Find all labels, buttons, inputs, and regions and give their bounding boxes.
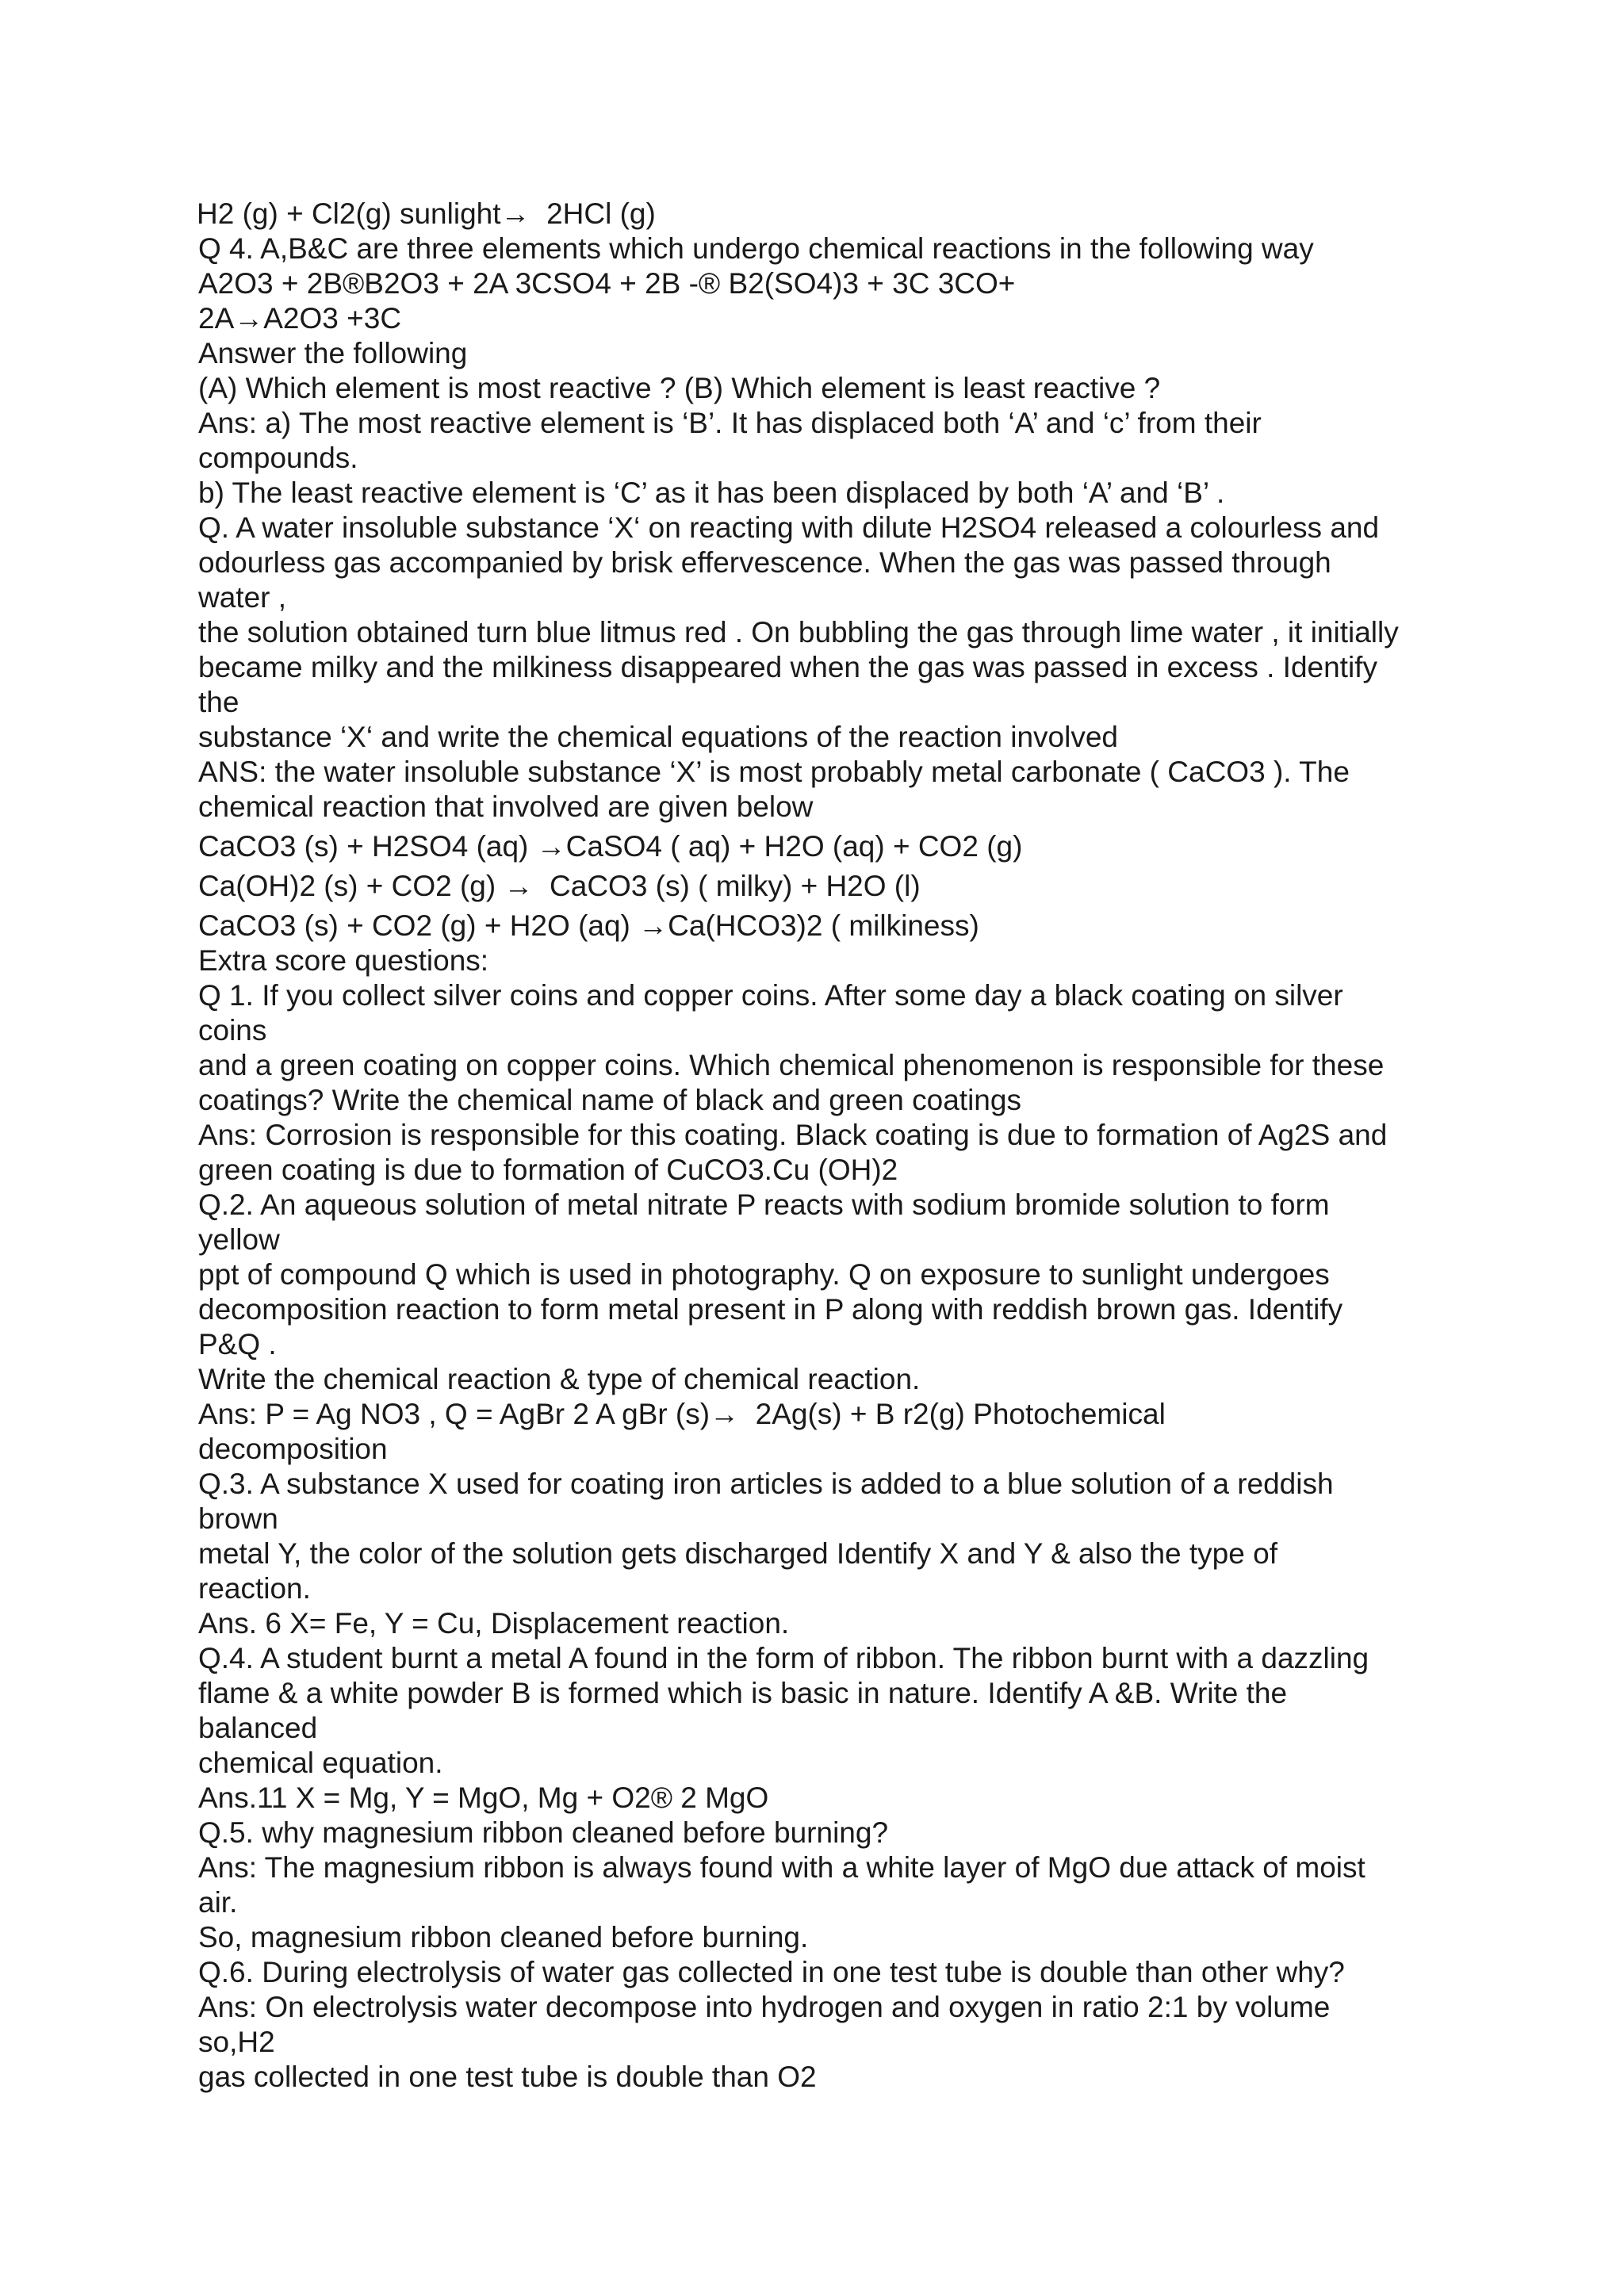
text-line: Q.6. During electrolysis of water gas collected in one test tube is double than other why? <box>198 1956 1345 1988</box>
text-line: ppt of compound Q which is used in photography. Q on exposure to sunlight undergoes <box>198 1258 1330 1291</box>
text-line: Q 1. If you collect silver coins and copper coins. After some day a black coating on silver <box>198 979 1343 1012</box>
text-line: Ca(OH)2 (s) + CO2 (g) → CaCO3 (s) ( milky) + H2O (l) <box>198 870 921 902</box>
text-line: yellow <box>198 1223 280 1256</box>
text-line: P&Q . <box>198 1328 277 1360</box>
text-line: Ans. 6 X= Fe, Y = Cu, Displacement reaction. <box>198 1607 790 1640</box>
text-line: coins <box>198 1014 267 1047</box>
text-line: so,H2 <box>198 2026 275 2058</box>
text-line: compounds. <box>198 442 358 474</box>
first-line: H2 (g) + Cl2(g) sunlight→ 2HCl (g) <box>197 197 656 230</box>
text-line: odourless gas accompanied by brisk effervescence. When the gas was passed through <box>198 546 1331 579</box>
text-line: chemical reaction that involved are given below <box>198 790 814 823</box>
text-line: Q 4. A,B&C are three elements which undergo chemical reactions in the following way <box>198 232 1314 265</box>
text-line: coatings? Write the chemical name of black and green coatings <box>198 1084 1021 1116</box>
text-line: gas collected in one test tube is double than O2 <box>198 2061 817 2093</box>
text-line: CaCO3 (s) + H2SO4 (aq) →CaSO4 ( aq) + H2O (aq) + CO2 (g) <box>198 830 1023 863</box>
text-line: Answer the following <box>198 337 468 369</box>
text-line: the solution obtained turn blue litmus red . On bubbling the gas through lime water , it initially <box>198 616 1399 649</box>
text-line: green coating is due to formation of CuCO3.Cu (OH)2 <box>198 1154 898 1186</box>
text-line: Q.2. An aqueous solution of metal nitrate P reacts with sodium bromide solution to form <box>198 1188 1330 1221</box>
text-line: decomposition reaction to form metal present in P along with reddish brown gas. Identify <box>198 1293 1343 1326</box>
text-line: Ans: Corrosion is responsible for this coating. Black coating is due to formation of Ag2S and <box>198 1119 1388 1151</box>
text-line: balanced <box>198 1712 318 1744</box>
text-line: reaction. <box>198 1572 311 1605</box>
text-line: and a green coating on copper coins. Which chemical phenomenon is responsible for these <box>198 1049 1385 1081</box>
text-line: ANS: the water insoluble substance ‘X’ is most probably metal carbonate ( CaCO3 ). The <box>198 756 1350 788</box>
text-line: Ans: a) The most reactive element is ‘B’. It has displaced both ‘A’ and ‘c’ from their <box>198 407 1262 439</box>
text-line: decomposition <box>198 1433 388 1465</box>
text-line: air. <box>198 1886 238 1919</box>
text-line: Ans: P = Ag NO3 , Q = AgBr 2 A gBr (s)→ 2Ag(s) + B r2(g) Photochemical <box>198 1398 1166 1430</box>
text-line: b) The least reactive element is ‘C’ as it has been displaced by both ‘A’ and ‘B’ . <box>198 476 1225 509</box>
text-line: chemical equation. <box>198 1747 443 1779</box>
text-line: the <box>198 686 239 718</box>
text-line: Q.3. A substance X used for coating iron articles is added to a blue solution of a reddish <box>198 1468 1334 1500</box>
text-line: Write the chemical reaction & type of chemical reaction. <box>198 1363 921 1395</box>
text-line: Q. A water insoluble substance ‘X‘ on reacting with dilute H2SO4 released a colourless and <box>198 511 1380 544</box>
text-line: Ans: The magnesium ribbon is always found with a white layer of MgO due attack of moist <box>198 1851 1365 1884</box>
text-line: flame & a white powder B is formed which is basic in nature. Identify A &B. Write the <box>198 1677 1288 1709</box>
text-line: substance ‘X‘ and write the chemical equations of the reaction involved <box>198 721 1119 753</box>
text-line: (A) Which element is most reactive ? (B) Which element is least reactive ? <box>198 372 1161 404</box>
text-line: water , <box>198 581 287 614</box>
text-line: A2O3 + 2B®B2O3 + 2A 3CSO4 + 2B -® B2(SO4)3 + 3C 3CO+ <box>198 267 1016 300</box>
text-line: Q.5. why magnesium ribbon cleaned before burning? <box>198 1816 889 1849</box>
text-line: So, magnesium ribbon cleaned before burning. <box>198 1921 809 1954</box>
text-line: Ans: On electrolysis water decompose into hydrogen and oxygen in ratio 2:1 by volume <box>198 1991 1331 2023</box>
text-line: metal Y, the color of the solution gets discharged Identify X and Y & also the type of <box>198 1537 1277 1570</box>
text-line: CaCO3 (s) + CO2 (g) + H2O (aq) →Ca(HCO3)2 ( milkiness) <box>198 909 979 942</box>
text-line: 2A→A2O3 +3C <box>198 302 402 335</box>
text-line: Ans.11 X = Mg, Y = MgO, Mg + O2® 2 MgO <box>198 1781 769 1814</box>
text-line: brown <box>198 1502 278 1535</box>
document-text <box>198 197 1483 2095</box>
text-line: Extra score questions: <box>198 944 489 977</box>
text-line: Q.4. A student burnt a metal A found in the form of ribbon. The ribbon burnt with a dazzling <box>198 1642 1369 1674</box>
text-line: became milky and the milkiness disappeared when the gas was passed in excess . Identify <box>198 651 1377 683</box>
